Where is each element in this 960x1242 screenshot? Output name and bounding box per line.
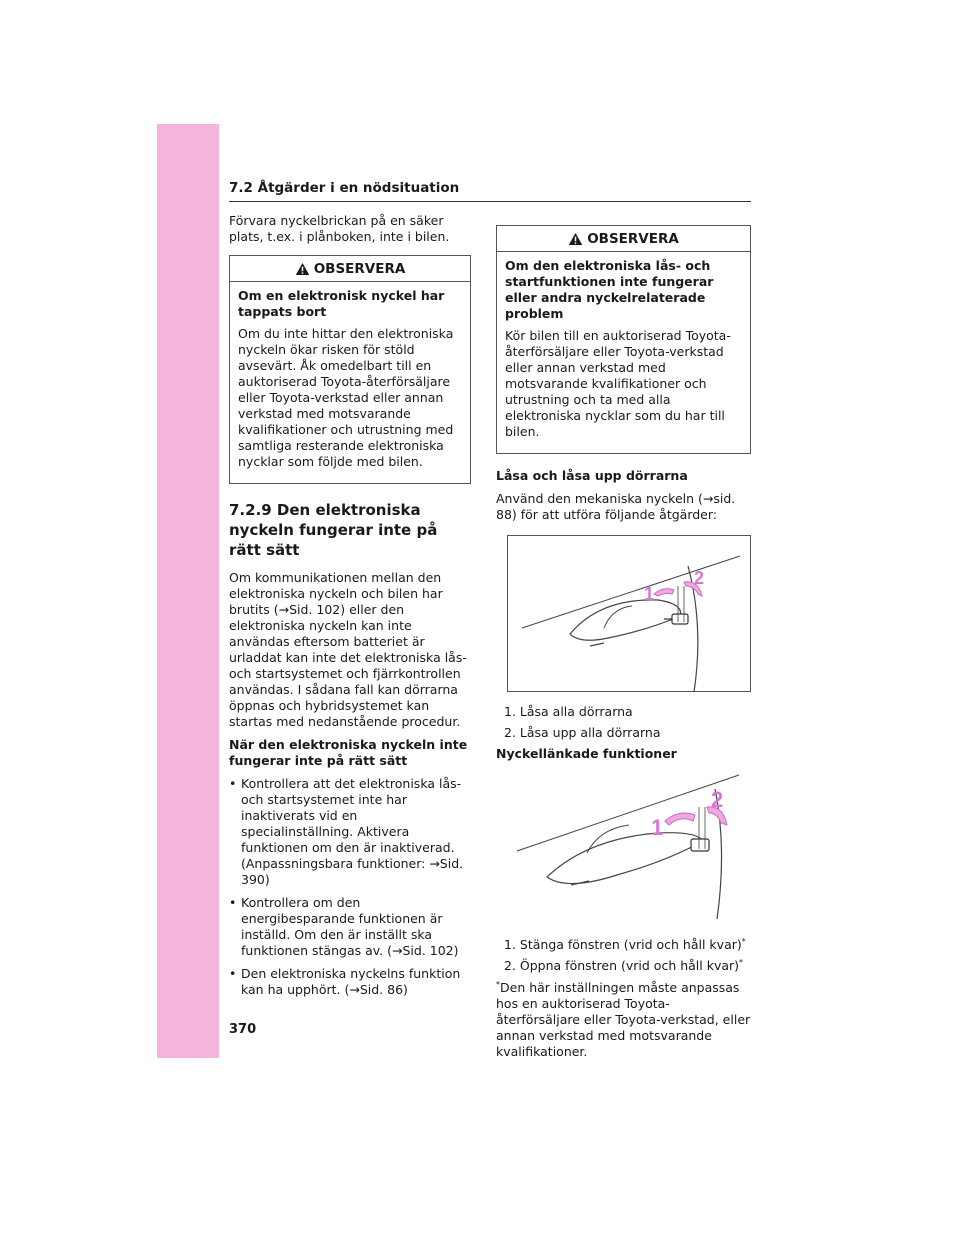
lock-intro: Använd den mekaniska nyckeln (→sid. 88) för att utföra följande åtgärder: [496, 491, 736, 522]
left-column [229, 213, 471, 1005]
warning-title-text: OBSERVERA [313, 260, 406, 277]
bullet-item: • Den elektroniska nyckelns funktion kan ha upphört. (→Sid. 86) [229, 966, 471, 998]
lock-heading: Låsa och låsa upp dörrarna [496, 468, 688, 483]
warning-text: Kör bilen till en auktoriserad Toyota-återförsäljare eller Toyota-verkstad eller annan verkstad med motsvarande kvalifikationer och utrustning och ta med alla elektroniska nycklar som du har till bilen. [505, 328, 731, 439]
warning-title-text: OBSERVERA [587, 230, 679, 247]
window-steps-list [496, 937, 751, 974]
list-item: 2. Låsa upp alla dörrarna [504, 725, 661, 740]
warning-heading: Om en elektronisk nyckel har tappats bort [238, 288, 445, 319]
warning-heading: Om den elektroniska lås- och startfunktionen inte fungerar eller andra nyckelrelaterade problem [505, 258, 714, 321]
subsection-title: 7.2.9 Den elektroniska nyckeln fungerar inte på rätt sätt [229, 501, 438, 559]
right-column [496, 225, 751, 1067]
figure-label-2: 2 [694, 568, 705, 588]
warning-icon [295, 262, 310, 276]
window-control-illustration [507, 769, 751, 925]
warning-box-lost-key [229, 255, 471, 484]
warning-title [497, 226, 750, 252]
chapter-sidebar-tab [157, 124, 219, 1058]
warning-box-system-fault [496, 225, 751, 454]
door-lock-illustration [507, 535, 751, 692]
subheading: När den elektroniska nyckeln inte fungerar inte på rätt sätt [229, 737, 468, 768]
bullet-item: • Kontrollera om den energibesparande funktionen är inställd. Om den är inställt ska funktionen stängas av. (→Sid. 102) [229, 895, 471, 959]
list-item: 1. Stänga fönstren (vrid och håll kvar)* [504, 936, 746, 952]
bullet-list [229, 776, 471, 998]
lock-steps-list [496, 704, 751, 741]
figure-label-1: 1 [644, 584, 655, 604]
footnote: *Den här inställningen måste anpassas hos en auktoriserad Toyota-återförsäljare eller Toyota-verkstad, eller annan verkstad med motsvarande kvalifikationer. [496, 979, 751, 1059]
key-linked-heading: Nyckellänkade funktioner [496, 746, 677, 761]
figure-label-1: 1 [651, 815, 664, 840]
body-paragraph: Om kommunikationen mellan den elektroniska nyckeln och bilen har brutits (→Sid. 102) eller den elektroniska nyckeln kan inte användas eftersom batteriet är urladdat kan inte det elektroniska lås- och startsystemet och fjärrkontrollen användas. I sådana fall kan dörrarna öppnas och hybridsystemet kan startas med nedanstående procedur. [229, 570, 467, 729]
warning-title [230, 256, 470, 282]
figure-label-2: 2 [711, 787, 724, 812]
warning-text: Om du inte hittar den elektroniska nyckeln ökar risken för stöld avsevärt. Åk omedelbart till en auktoriserad Toyota-återförsäljare eller Toyota-verkstad eller annan verkstad med motsvarande kvalifikationer och utrustning med samtliga resterande elektroniska nycklar som följde med bilen. [238, 326, 454, 469]
intro-paragraph: Förvara nyckelbrickan på en säker plats, t.ex. i plånboken, inte i bilen. [229, 213, 450, 244]
page-number: 370 [229, 1022, 257, 1037]
list-item: 2. Öppna fönstren (vrid och håll kvar)* [504, 957, 744, 973]
list-item: 1. Låsa alla dörrarna [504, 704, 633, 719]
warning-icon [568, 232, 583, 246]
section-header: 7.2 Åtgärder i en nödsituation [229, 180, 751, 202]
bullet-item: • Kontrollera att det elektroniska lås- och startsystemet inte har inaktiverats vid en specialinställning. Aktivera funktionen om den är inaktiverad. (Anpassningsbara funktioner: →Sid. 390) [229, 776, 471, 888]
